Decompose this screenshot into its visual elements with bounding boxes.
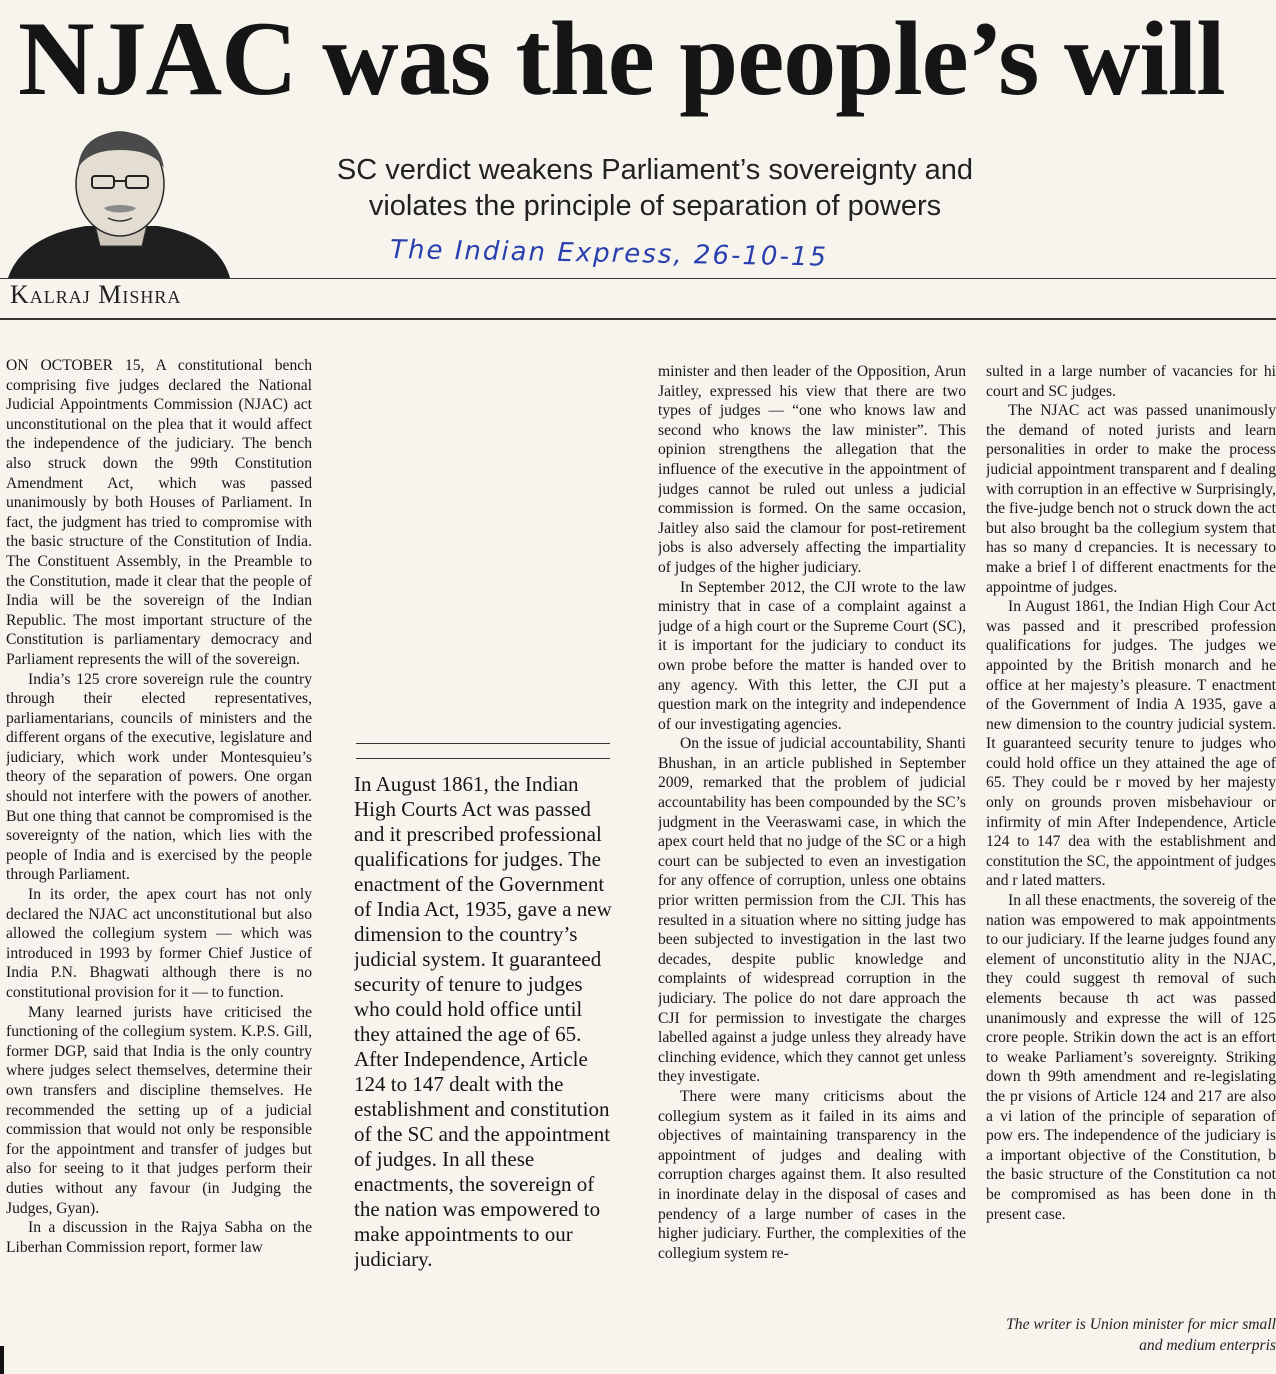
paragraph: In a discussion in the Rajya Sabha on the Liberhan Commission report, former law — [6, 1219, 312, 1256]
paragraph: The NJAC act was passed unanimously the demand of noted jurists and learn personalities in order to make the process judicial appointment transparent and f dealing with corruption in an effective w Surprisingly, the five-judge bench not o struck down the act but also brought ba the collegium system that has so many d crepancies. It is necessary to make a brief l of different enactments for the appointme of judges. — [986, 402, 1276, 596]
paragraph: On the issue of judicial accountability, Shanti Bhushan, in an article published in September 2009, remarked that the problem of judicial accountability has been compounded by the SC’s judgment in the Veeraswami case, in which the apex court held that no judge of the SC or a high court can be subjected to even an investigation for any offence of corruption, unless one obtains prior written permission from the CJI. This has resulted in a situation where no sitting judge has been subjected to investigation in the last two decades, despite public knowledge and complaints of widespread corruption in the judiciary. The police do not dare approach the CJI for permission to investigate the charges labelled against a judge unless they already have clinching evidence, which they cannot get unless they investigate. — [658, 735, 966, 1086]
paragraph: There were many criticisms about the collegium system as it failed in its aims and objectives of maintaining transparency in the appointment of judges and dealing with corruption charges against them. It also resulted in inordinate delay in the disposal of cases and pendency of a large number of cases in the higher judiciary. Further, the complexities of the collegium system re- — [658, 1087, 966, 1262]
pullquote-rules — [356, 743, 610, 759]
column-4 — [986, 362, 1276, 1322]
column-3 — [658, 362, 966, 1362]
paragraph: In August 1861, the Indian High Cour Act was passed and it prescribed profession qualifications for judges. The judges we appointed by the British monarch and he office at her majesty’s pleasure. T enactment of the Government of India A 1935, gave a new dimension to the country judicial system. It guaranteed security tenure to judges who could hold office un they attained the age of 65. They could be r moved by her majesty only on grounds proven misbehaviour or infirmity of min After Independence, Article 124 to 147 dea with the establishment and constitution the SC, the appointment of judges and r lated matters. — [986, 598, 1276, 890]
page-edge-mark — [0, 1346, 4, 1374]
paragraph: In all these enactments, the sovereig of the nation was empowered to mak appointments to our judiciary. If the learne judges found any element of unconstitutio ality in the NJAC, they could suggest th removal of such elements because th act was passed unanimously and expresse the will of 125 crore people. Strikin down the act is an effort to weake Parliament’s sovereignty. Striking down th 99th amendment and re-legislating the pr visions of Article 124 and 217 are also a vi lation of the principle of separation of pow ers. The independence of the judiciary is a important objective of the Constitution, b the basic structure of the Constitution ca not be compromised as has been done in th present case. — [986, 892, 1276, 1223]
paragraph: sulted in a large number of vacancies for hi court and SC judges. — [986, 363, 1276, 400]
author-note: The writer is Union minister for micr small and medium enterpris — [1006, 1316, 1276, 1354]
paragraph: Many learned jurists have criticised the functioning of the collegium system. K.P.S. Gill, former DGP, said that India is the only country where judges select themselves, determine their own transfers and discipline themselves. He recommended the setting up of a judicial commission that would not only be responsible for the appointment and transfer of judges but also for seeing to it that judges perform their duties without any favour (in Judging the Judges, Gyan). — [6, 1003, 312, 1217]
column-1 — [6, 356, 312, 1366]
article-deck: SC verdict weakens Parliament’s sovereignty and violates the principle of separation of powers — [336, 154, 974, 222]
byline: Kalraj Mishra — [10, 280, 182, 309]
paragraph: ON OCTOBER 15, A constitutional bench comprising five judges declared the National Judicial Appointments Commission (NJAC) act unconstitutional on the plea that it would affect the independence of the judiciary. The bench also struck down the 99th Constitution Amendment Act, which was passed unanimously by both Houses of Parliament. In fact, the judgment has tried to compromise with the basic structure of the Constitution of India. The Constituent Assembly, in the Preamble to the Constitution, made it clear that the people of India will be the sovereign of the Indian Republic. The most important structure of the Constitution is parliamentary democracy and Parliament represents the will of the sovereign. — [6, 357, 312, 668]
pullquote: In August 1861, the Indian High Courts Act was passed and it prescribed professional qualifications for judges. The enactment of the Government of India Act, 1935, gave a new dimension to the country’s judicial system. It guaranteed security of tenure to judges who could hold office until they attained the age of 65. After Independence, Article 124 to 147 dealt with the establishment and constitution of the SC and the appointment of judges. In all these enactments, the sovereign of the nation was empowered to make appointments to our judiciary. — [354, 772, 612, 1271]
headline: NJAC was the people’s will — [18, 0, 1225, 117]
paragraph: minister and then leader of the Opposition, Arun Jaitley, expressed his view that there are two types of judges — “one who knows law and second who knows the law minister”. This opinion strengthens the allegation that the influence of the executive in the appointment of judges cannot be ruled out unless a judicial commission is formed. On the same occasion, Jaitley also said the clamour for post-retirement jobs is also adversely affecting the impartiality of judges of the higher judiciary. — [658, 363, 966, 576]
author-portrait — [8, 128, 230, 278]
byline-rule — [0, 318, 1276, 320]
paragraph: In its order, the apex court has not only declared the NJAC act unconstitutional but also allowed the collegium system — which was introduced in 1993 by former Chief Justice of India P.N. Bhagwati although there is no constitutional provision for it — to function. — [6, 886, 312, 1001]
paragraph: In September 2012, the CJI wrote to the law ministry that in case of a complaint against a judge of a high court or the Supreme Court (SC), it is important for the judiciary to conduct its own probe before the matter is handed over to any agency. With this letter, the CJI put a question mark on the integrity and independence of our investigating agencies. — [658, 578, 966, 733]
paragraph: India’s 125 crore sovereign rule the country through their elected representatives, parliamentarians, councils of ministers and the different organs of the executive, legislature and judiciary, which work under Montesquieu’s theory of the separation of powers. One organ should not interfere with the powers of another. But one thing that cannot be compromised is the sovereignty of the nation, which lies with the people of India and is exercised by the people through Parliament. — [6, 670, 312, 884]
top-rule — [0, 278, 1276, 279]
handwritten-source-note: The Indian Express, 26-10-15 — [389, 234, 829, 273]
